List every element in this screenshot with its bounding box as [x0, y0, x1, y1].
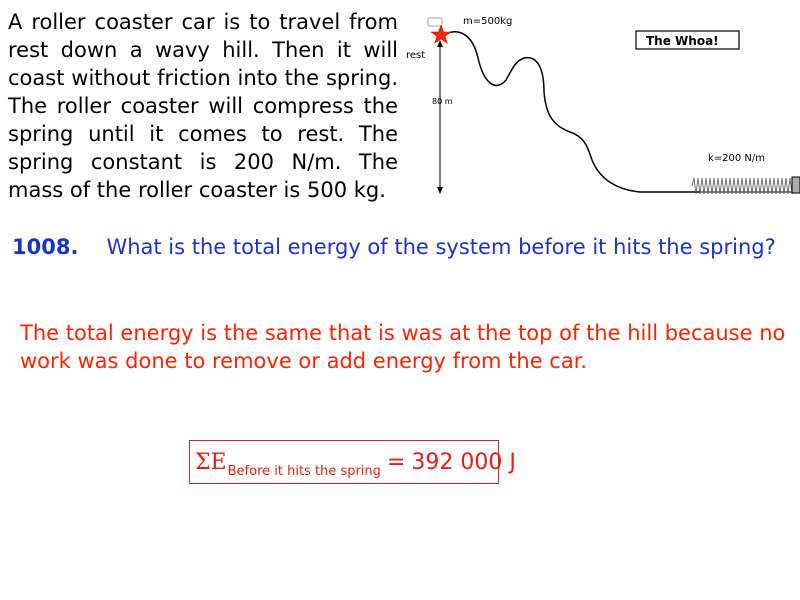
roller-coaster-diagram — [400, 0, 800, 230]
height-arrow-bottom — [437, 187, 443, 194]
spring-constant-label: k=200 N/m — [708, 153, 766, 164]
formula-symbol: ΣE — [195, 449, 227, 475]
formula-subscript: Before it hits the spring — [227, 463, 381, 479]
whoa-badge-text: The Whoa! — [646, 34, 719, 48]
answer-text: The total energy is the same that is was at the top of the hill because no work was done to remove or add energy from the car. — [20, 321, 786, 373]
coaster-car — [428, 18, 442, 26]
question — [12, 233, 782, 261]
problem-statement: A roller coaster car is to travel from rest down a wavy hill. Then it will coast without friction into the spring. The roller coaster will compress the spring until it comes to rest. The spring constant is 200 N/m. The mass of the roller coaster is 500 kg. — [8, 10, 398, 202]
rest-label: rest — [406, 50, 426, 61]
spring-wall — [792, 177, 800, 193]
height-label: 80 m — [432, 97, 453, 106]
energy-formula-box — [189, 440, 516, 484]
formula-equals: = — [386, 449, 406, 475]
question-text: What is the total energy of the system before it hits the spring? — [106, 235, 776, 259]
coaster-track — [438, 32, 700, 192]
question-number: 1008. — [12, 235, 79, 259]
star-icon — [431, 25, 451, 44]
mass-label: m=500kg — [463, 16, 513, 27]
formula-value: 392 000 J — [411, 449, 516, 475]
